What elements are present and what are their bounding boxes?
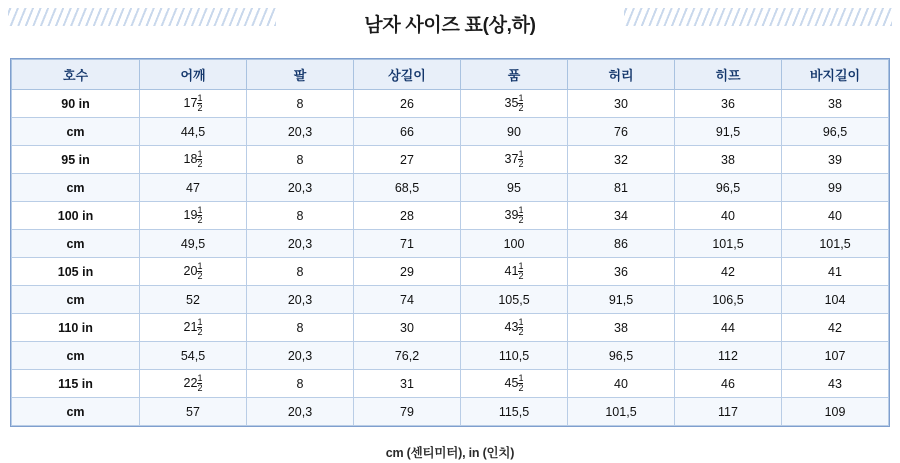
cell-3-3: 95: [461, 174, 568, 202]
cell-2-1: 8: [247, 146, 354, 174]
cell-3-0: 47: [140, 174, 247, 202]
cell-5-0: 49,5: [140, 230, 247, 258]
cell-4-3: 39 $\frac{1}{2}$: [461, 202, 568, 230]
cell-2-5: 38: [675, 146, 782, 174]
page-title: 남자 사이즈 표(상,하): [348, 10, 551, 37]
row-label: cm: [12, 230, 140, 258]
cell-8-0: 21 $\frac{1}{2}$: [140, 314, 247, 342]
cell-2-2: 27: [354, 146, 461, 174]
column-header-0: 호수: [12, 60, 140, 90]
cell-10-5: 46: [675, 370, 782, 398]
cell-10-6: 43: [782, 370, 889, 398]
cell-11-4: 101,5: [568, 398, 675, 426]
column-header-3: 상길이: [354, 60, 461, 90]
cell-7-5: 106,5: [675, 286, 782, 314]
cell-1-2: 66: [354, 118, 461, 146]
cell-9-6: 107: [782, 342, 889, 370]
table-row: [12, 230, 889, 258]
cell-0-1: 8: [247, 90, 354, 118]
cell-6-6: 41: [782, 258, 889, 286]
cell-7-6: 104: [782, 286, 889, 314]
cell-2-4: 32: [568, 146, 675, 174]
cell-1-3: 90: [461, 118, 568, 146]
cell-5-6: 101,5: [782, 230, 889, 258]
cell-6-1: 8: [247, 258, 354, 286]
cell-9-4: 96,5: [568, 342, 675, 370]
cell-0-2: 26: [354, 90, 461, 118]
cell-8-5: 44: [675, 314, 782, 342]
cell-8-1: 8: [247, 314, 354, 342]
cell-0-3: 35 $\frac{1}{2}$: [461, 90, 568, 118]
cell-8-6: 42: [782, 314, 889, 342]
table-row: [12, 174, 889, 202]
cell-11-3: 115,5: [461, 398, 568, 426]
cell-1-4: 76: [568, 118, 675, 146]
table-row: [12, 370, 889, 398]
cell-11-5: 117: [675, 398, 782, 426]
hatch-decoration-left: [8, 8, 276, 26]
cell-11-2: 79: [354, 398, 461, 426]
row-label: 110 in: [12, 314, 140, 342]
cell-10-0: 22 $\frac{1}{2}$: [140, 370, 247, 398]
row-label: cm: [12, 342, 140, 370]
column-header-4: 품: [461, 60, 568, 90]
table-body: [12, 90, 889, 426]
table-row: [12, 342, 889, 370]
cell-6-0: 20 $\frac{1}{2}$: [140, 258, 247, 286]
table-header-row: [12, 60, 889, 90]
cell-4-5: 40: [675, 202, 782, 230]
cell-5-3: 100: [461, 230, 568, 258]
cell-9-0: 54,5: [140, 342, 247, 370]
row-label: 115 in: [12, 370, 140, 398]
cell-9-1: 20,3: [247, 342, 354, 370]
cell-4-1: 8: [247, 202, 354, 230]
cell-4-4: 34: [568, 202, 675, 230]
cell-7-2: 74: [354, 286, 461, 314]
table-row: [12, 202, 889, 230]
cell-3-1: 20,3: [247, 174, 354, 202]
cell-5-4: 86: [568, 230, 675, 258]
cell-9-2: 76,2: [354, 342, 461, 370]
table-row: [12, 258, 889, 286]
cell-2-6: 39: [782, 146, 889, 174]
cell-8-2: 30: [354, 314, 461, 342]
cell-2-3: 37 $\frac{1}{2}$: [461, 146, 568, 174]
row-label: 105 in: [12, 258, 140, 286]
cell-5-5: 101,5: [675, 230, 782, 258]
row-label: cm: [12, 118, 140, 146]
column-header-7: 바지길이: [782, 60, 889, 90]
table-row: [12, 90, 889, 118]
cell-4-6: 40: [782, 202, 889, 230]
cell-1-5: 91,5: [675, 118, 782, 146]
cell-0-4: 30: [568, 90, 675, 118]
cell-7-4: 91,5: [568, 286, 675, 314]
cell-7-1: 20,3: [247, 286, 354, 314]
size-table-container: [10, 58, 890, 427]
table-row: [12, 286, 889, 314]
footnote: cm (센티미터), in (인치): [385, 446, 515, 460]
cell-1-1: 20,3: [247, 118, 354, 146]
cell-7-3: 105,5: [461, 286, 568, 314]
cell-11-0: 57: [140, 398, 247, 426]
table-row: [12, 146, 889, 174]
cell-10-3: 45 $\frac{1}{2}$: [461, 370, 568, 398]
cell-1-6: 96,5: [782, 118, 889, 146]
cell-10-2: 31: [354, 370, 461, 398]
cell-8-4: 38: [568, 314, 675, 342]
row-label: cm: [12, 174, 140, 202]
cell-0-0: 17 $\frac{1}{2}$: [140, 90, 247, 118]
cell-4-0: 19 $\frac{1}{2}$: [140, 202, 247, 230]
size-table: [11, 59, 889, 426]
cell-9-5: 112: [675, 342, 782, 370]
column-header-6: 히프: [675, 60, 782, 90]
cell-5-1: 20,3: [247, 230, 354, 258]
cell-10-1: 8: [247, 370, 354, 398]
cell-11-6: 109: [782, 398, 889, 426]
cell-6-4: 36: [568, 258, 675, 286]
cell-7-0: 52: [140, 286, 247, 314]
cell-1-0: 44,5: [140, 118, 247, 146]
row-label: 100 in: [12, 202, 140, 230]
cell-6-2: 29: [354, 258, 461, 286]
cell-5-2: 71: [354, 230, 461, 258]
row-label: 90 in: [12, 90, 140, 118]
cell-2-0: 18 $\frac{1}{2}$: [140, 146, 247, 174]
cell-4-2: 28: [354, 202, 461, 230]
cell-0-6: 38: [782, 90, 889, 118]
column-header-2: 팔: [247, 60, 354, 90]
table-row: [12, 118, 889, 146]
cell-8-3: 43 $\frac{1}{2}$: [461, 314, 568, 342]
table-row: [12, 398, 889, 426]
cell-3-4: 81: [568, 174, 675, 202]
cell-10-4: 40: [568, 370, 675, 398]
cell-3-6: 99: [782, 174, 889, 202]
table-row: [12, 314, 889, 342]
page-header: [0, 0, 900, 46]
hatch-decoration-right: [624, 8, 892, 26]
cell-0-5: 36: [675, 90, 782, 118]
cell-9-3: 110,5: [461, 342, 568, 370]
cell-11-1: 20,3: [247, 398, 354, 426]
row-label: cm: [12, 286, 140, 314]
cell-3-5: 96,5: [675, 174, 782, 202]
row-label: cm: [12, 398, 140, 426]
column-header-5: 허리: [568, 60, 675, 90]
row-label: 95 in: [12, 146, 140, 174]
cell-3-2: 68,5: [354, 174, 461, 202]
column-header-1: 어깨: [140, 60, 247, 90]
cell-6-3: 41 $\frac{1}{2}$: [461, 258, 568, 286]
cell-6-5: 42: [675, 258, 782, 286]
